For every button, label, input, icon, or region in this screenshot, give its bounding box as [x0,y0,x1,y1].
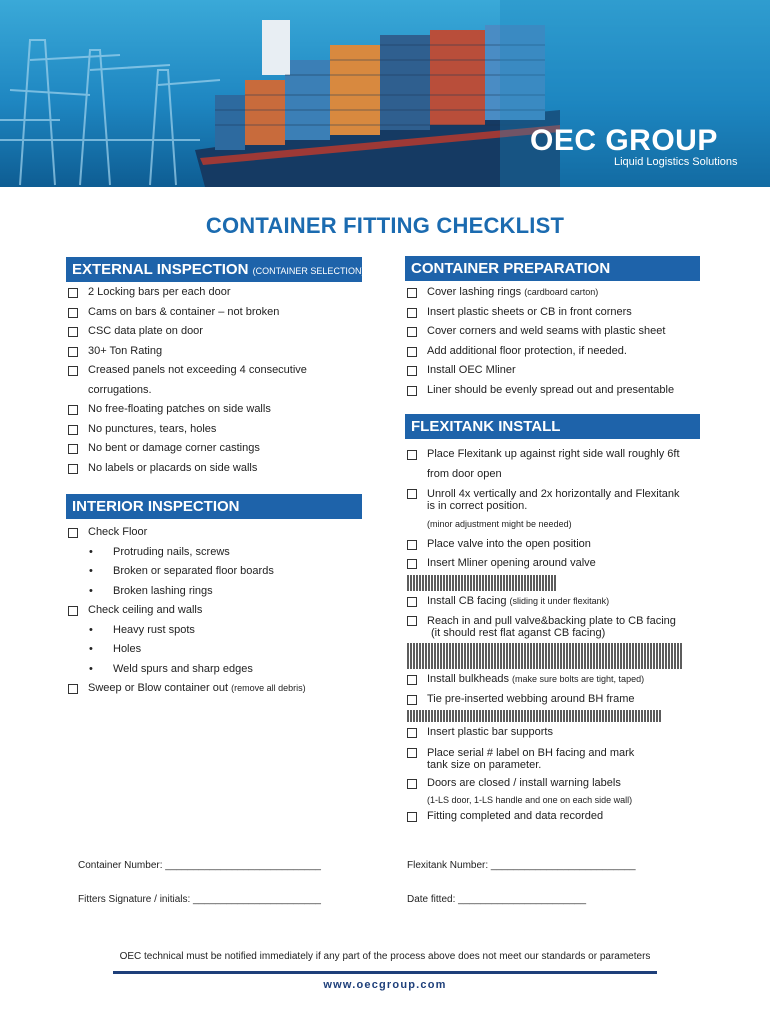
checklist-item[interactable]: No bent or damage corner castings [68,439,368,459]
checkbox-icon[interactable] [68,528,78,538]
checklist-item[interactable]: Place valve into the open position [407,535,707,555]
checklist-item[interactable]: Install OEC Mliner [407,361,707,381]
checkbox-icon[interactable] [68,327,78,337]
checkbox-icon[interactable] [407,748,417,758]
external-inspection-list [68,283,368,478]
checklist-item[interactable]: No labels or placards on side walls [68,459,368,479]
bullet-item: • Weld spurs and sharp edges [68,660,368,680]
flexitank-install-header: FLEXITANK INSTALL [405,414,700,439]
page-title: CONTAINER FITTING CHECKLIST [205,213,565,238]
checklist-item[interactable]: 2 Locking bars per each door [68,283,368,303]
checklist-item[interactable]: CSC data plate on door [68,322,368,342]
illegible-text-artifact [407,710,662,722]
hero-banner-image [0,0,770,187]
checklist-item[interactable]: Install bulkheads (make sure bolts are tight, taped) [407,670,707,690]
checkbox-icon[interactable] [407,695,417,705]
bullet-item: • Broken or separated floor boards [68,562,368,582]
checkbox-icon[interactable] [68,464,78,474]
checkbox-icon[interactable] [407,347,417,357]
checklist-item[interactable]: Check Floor [68,523,368,543]
checkbox-icon[interactable] [407,616,417,626]
container-preparation-header: CONTAINER PREPARATION [405,256,700,281]
checkbox-icon[interactable] [68,347,78,357]
checkbox-icon[interactable] [407,386,417,396]
checkbox-icon[interactable] [407,327,417,337]
footer-divider [113,971,657,974]
bullet-item: • Protruding nails, screws [68,543,368,563]
checkbox-icon[interactable] [68,366,78,376]
fitters-signature-field[interactable]: Fitters Signature / initials: _______________________ [78,894,321,905]
logo-tagline: Liquid Logistics Solutions [614,156,738,168]
checkbox-icon[interactable] [407,812,417,822]
checklist-item[interactable]: No punctures, tears, holes [68,420,368,440]
checkbox-icon[interactable] [407,728,417,738]
checkbox-icon[interactable] [407,489,417,499]
checkbox-icon[interactable] [68,425,78,435]
checklist-item[interactable]: Sweep or Blow container out (remove all debris) [68,679,368,699]
external-inspection-title: EXTERNAL INSPECTION [72,261,249,278]
external-inspection-header [66,257,365,282]
checklist-item-note: (1-LS door, 1-LS handle and one on each side wall) [427,795,633,805]
footer-notice: OEC technical must be notified immediately if any part of the process above does not meet our standards or parameters [119,951,651,962]
checkbox-icon[interactable] [407,675,417,685]
checklist-item[interactable]: Doors are closed / install warning labels [407,774,707,794]
checklist-item[interactable]: Add additional floor protection, if needed. [407,342,707,362]
checklist-item[interactable]: Unroll 4x vertically and 2x horizontally and Flexitank is in correct position. [407,484,707,515]
illegible-text-artifact [407,643,682,669]
logo-text: OEC GROUP [530,124,718,157]
checkbox-icon[interactable] [407,559,417,569]
checklist-item[interactable]: Cover lashing rings (cardboard carton) [407,283,707,303]
bullet-item: • Broken lashing rings [68,582,368,602]
website-link[interactable]: www.oecgroup.com [323,979,447,991]
checkbox-icon[interactable] [407,779,417,789]
checkbox-icon[interactable] [68,288,78,298]
date-fitted-field[interactable]: Date fitted: _______________________ [407,894,587,905]
checklist-item[interactable]: Place serial # label on BH facing and mark tank size on parameter. [407,743,707,774]
checklist-item-continuation: from door open [427,467,502,480]
checkbox-icon[interactable] [68,444,78,454]
checkbox-icon[interactable] [407,540,417,550]
checklist-item-note: (minor adjustment might be needed) [427,519,572,529]
checkbox-icon[interactable] [407,597,417,607]
checklist-item[interactable]: Tie pre-inserted webbing around BH frame [407,690,707,710]
checklist-item[interactable]: Reach in and pull valve&backing plate to CB facing (it should rest flat aganst CB facing) [407,611,707,642]
checkbox-icon[interactable] [68,308,78,318]
external-inspection-subtitle: (CONTAINER SELECTION) [252,266,365,276]
checklist-item[interactable]: Fitting completed and data recorded [407,807,707,827]
bullet-item: • Heavy rust spots [68,621,368,641]
interior-inspection-header: INTERIOR INSPECTION [66,494,362,519]
checklist-item[interactable]: Creased panels not exceeding 4 consecutive [68,361,368,381]
checklist-item[interactable]: 30+ Ton Rating [68,342,368,362]
checkbox-icon[interactable] [407,366,417,376]
checkbox-icon[interactable] [68,684,78,694]
checkbox-icon[interactable] [407,288,417,298]
container-preparation-list [407,283,707,400]
checklist-item-continuation: corrugations. [88,383,152,396]
bullet-item: • Holes [68,640,368,660]
flexitank-number-field[interactable]: Flexitank Number: __________________________ [407,860,636,871]
checklist-item[interactable]: Cams on bars & container – not broken [68,303,368,323]
checklist-item[interactable]: Insert plastic sheets or CB in front corners [407,303,707,323]
flexitank-install-list [407,445,707,827]
checkbox-icon[interactable] [68,606,78,616]
checkbox-icon[interactable] [407,308,417,318]
oec-group-logo [530,124,718,158]
checklist-item[interactable]: Insert plastic bar supports [407,723,707,743]
checklist-item[interactable]: Install CB facing (sliding it under flexitank) [407,592,707,612]
checklist-item[interactable]: No free-floating patches on side walls [68,400,368,420]
checklist-item[interactable]: Insert Mliner opening around valve [407,554,707,574]
checklist-item[interactable]: Cover corners and weld seams with plastic sheet [407,322,707,342]
checklist-item[interactable]: Check ceiling and walls [68,601,368,621]
checklist-item[interactable]: Liner should be evenly spread out and presentable [407,381,707,401]
checkbox-icon[interactable] [68,405,78,415]
illegible-text-artifact [407,575,557,591]
interior-inspection-list [68,523,368,699]
checklist-item[interactable]: Place Flexitank up against right side wall roughly 6ft [407,445,707,465]
container-number-field[interactable]: Container Number: ____________________________ [78,860,321,871]
checkbox-icon[interactable] [407,450,417,460]
